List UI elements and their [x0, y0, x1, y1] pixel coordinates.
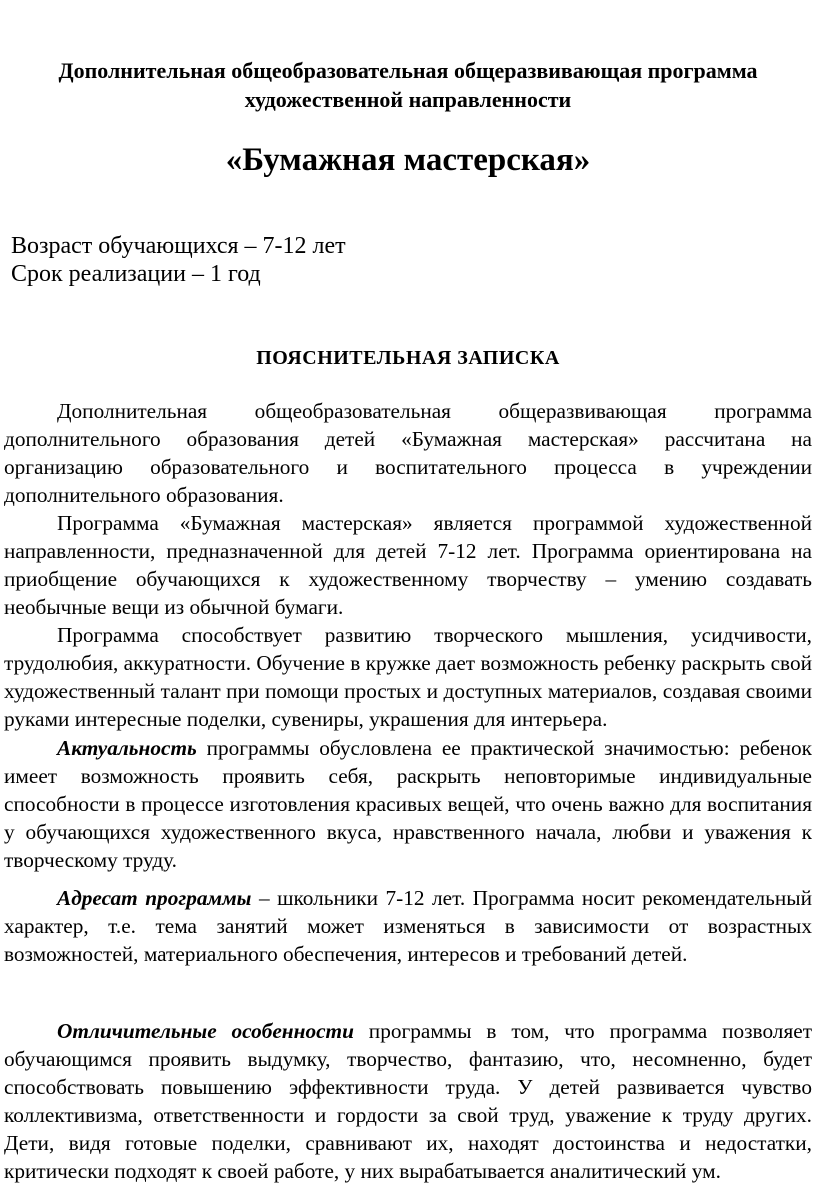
features-keyword: Отличительные особенности [57, 1019, 354, 1043]
program-type-text: Дополнительная общеобразовательная общеразвивающая программа художественной направленности [58, 58, 758, 112]
paragraph-development: Программа способствует развитию творческого мышления, усидчивости, трудолюбия, аккуратности. Обучение в кружке дает возможность ребенку раскрыть свой художественный талант при помощи простых и доступных материалов, создавая своими руками интересные поделки, сувениры, украшения для интерьера. [4, 623, 812, 731]
addressee-text: – школьники 7-12 лет. Программа носит рекомендательный характер, т.е. тема занятий может изменяться в зависимости от возрастных возможностей, материального обеспечения, интересов и требований детей. [4, 886, 813, 966]
paragraph-relevance [4, 734, 812, 874]
relevance-text: программы обусловлена ее практической значимостью: ребенок имеет возможность проявить себя, раскрыть неповторимые индивидуальные способности в процессе изготовления красивых вещей, что очень важно для воспитания у обучающихся художественного вкуса, нравственного начала, любви и уважения к творческому труду. [4, 736, 812, 872]
program-title: «Бумажная мастерская» [225, 142, 591, 178]
features-text: программы в том, что программа позволяет обучающимся проявить выдумку, творчество, фантазию, что, несомненно, будет способствовать повышению эффективности труда. У детей развивается чувство коллективизма, ответственности и гордости за свой труд, уважение к труду других. Дети, видя готовые поделки, сравнивают их, находят достоинства и недостатки, критически подходят к своей работе, у них вырабатывается аналитический ум. [4, 1019, 812, 1183]
paragraph-addressee [4, 884, 812, 968]
addressee-block [4, 884, 812, 968]
relevance-keyword: Актуальность [57, 736, 197, 760]
paragraph-intro: Дополнительная общеобразовательная общеразвивающая программа дополнительного образования детей «Бумажная мастерская» рассчитана на организацию образовательного и воспитательного процесса в учреждении дополнительного образования. [4, 399, 812, 507]
student-age-line: Возраст обучающихся – 7-12 лет [11, 233, 346, 259]
paragraph-features [4, 1017, 812, 1185]
program-type-heading [0, 56, 816, 114]
paragraph-direction: Программа «Бумажная мастерская» является программой художественной направленности, предназначенной для детей 7-12 лет. Программа ориентирована на приобщение обучающихся к художественному творчеству – умению создавать необычные вещи из обычной бумаги. [4, 511, 812, 619]
addressee-keyword: Адресат программы [57, 886, 252, 910]
relevance-block [4, 734, 812, 874]
introduction-block [4, 397, 812, 733]
section-heading: ПОЯСНИТЕЛЬНАЯ ЗАПИСКА [256, 347, 560, 369]
features-block [4, 1017, 812, 1185]
implementation-term-line: Срок реализации – 1 год [11, 261, 261, 287]
